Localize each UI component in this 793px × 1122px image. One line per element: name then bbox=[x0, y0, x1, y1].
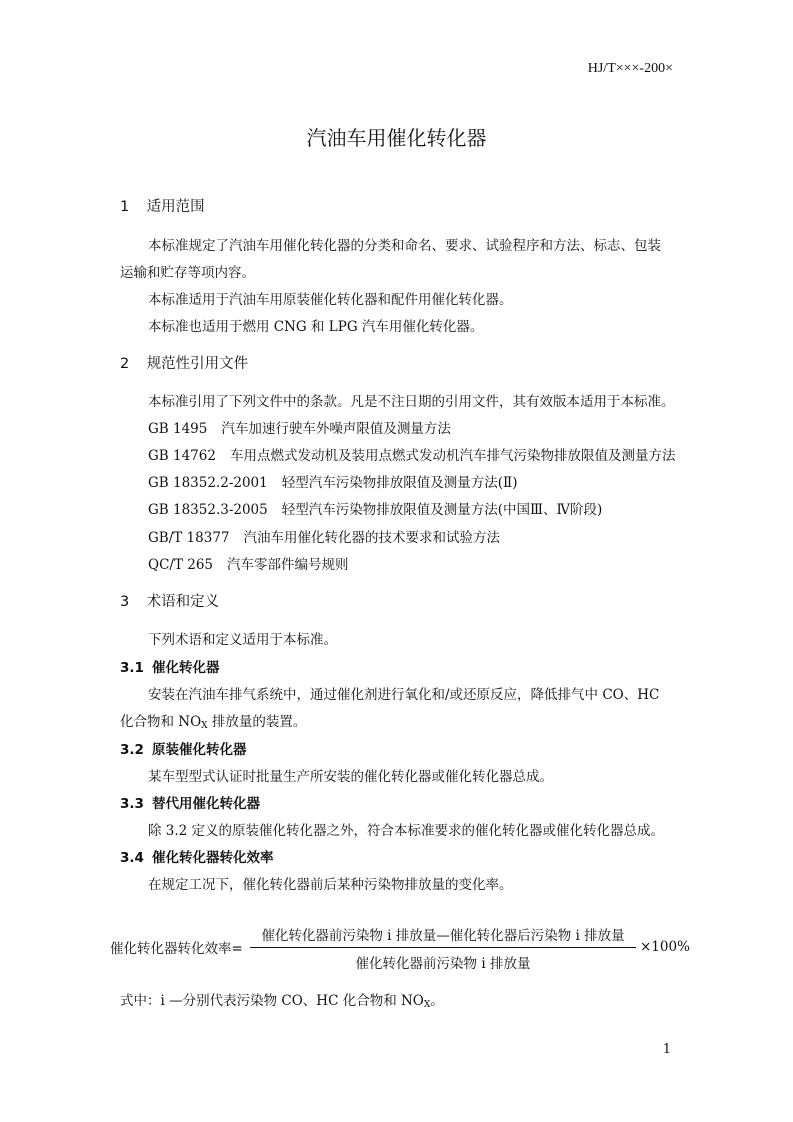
subscript: X bbox=[423, 1000, 431, 1010]
term-number: 3.3 bbox=[120, 796, 144, 812]
section-2-heading bbox=[120, 352, 248, 373]
text-run: 式中：i —分别代表污染物 CO、HC 化合物和 NO bbox=[120, 993, 424, 1009]
formula-factor: ×100% bbox=[640, 939, 690, 955]
paragraph: 除 3.2 定义的原装催化转化器之外，符合本标准要求的催化转化器或催化转化器总成。 bbox=[148, 823, 665, 839]
term-title: 催化转化器 bbox=[152, 660, 220, 676]
reference-code: GB 18352.2-2001 bbox=[148, 475, 268, 491]
paragraph: 本标准规定了汽油车用催化转化器的分类和命名、要求、试验程序和方法、标志、包装 bbox=[148, 238, 661, 254]
paragraph-continuation bbox=[120, 710, 306, 731]
page-number: 1 bbox=[662, 1042, 671, 1057]
reference-code: QC/T 265 bbox=[148, 557, 214, 573]
reference-item bbox=[148, 471, 517, 491]
paragraph: 本标准也适用于燃用 CNG 和 LPG 汽车用催化转化器。 bbox=[148, 319, 484, 335]
term-number: 3.2 bbox=[120, 742, 144, 758]
reference-title: 汽车零部件编号规则 bbox=[227, 557, 349, 573]
text-run: 。 bbox=[430, 993, 444, 1009]
paragraph: 本标准引用了下列文件中的条款。凡是不注日期的引用文件，其有效版本适用于本标准。 bbox=[148, 394, 675, 410]
reference-code: GB 14762 bbox=[148, 448, 216, 464]
section-title: 规范性引用文件 bbox=[146, 356, 249, 372]
reference-item bbox=[148, 498, 602, 518]
fraction-bar bbox=[250, 947, 636, 948]
term-title: 原装催化转化器 bbox=[152, 742, 247, 758]
term-3-2-heading bbox=[120, 738, 247, 758]
term-number: 3.1 bbox=[120, 660, 144, 676]
formula-denominator: 催化转化器前污染物 i 排放量 bbox=[355, 956, 531, 972]
section-number: 2 bbox=[120, 356, 130, 372]
text-run: 排放量的装置。 bbox=[207, 714, 307, 730]
reference-code: GB 18352.3-2005 bbox=[148, 502, 268, 518]
reference-title: 车用点燃式发动机及装用点燃式发动机汽车排气污染物排放限值及测量方法 bbox=[229, 448, 676, 464]
section-3-heading bbox=[120, 590, 219, 611]
reference-title: 轻型汽车污染物排放限值及测量方法(Ⅱ) bbox=[281, 475, 518, 491]
section-1-heading bbox=[120, 195, 205, 216]
term-3-4-heading bbox=[120, 846, 274, 866]
term-number: 3.4 bbox=[120, 850, 144, 866]
document-code: HJ/T×××-200× bbox=[587, 61, 673, 76]
paragraph: 在规定工况下，催化转化器前后某种污染物排放量的变化率。 bbox=[148, 877, 513, 893]
section-title: 术语和定义 bbox=[146, 594, 220, 610]
formula-numerator: 催化转化器前污染物 i 排放量—催化转化器后污染物 i 排放量 bbox=[261, 928, 625, 944]
page-title: 汽油车用催化转化器 bbox=[306, 126, 487, 150]
subscript: X bbox=[201, 721, 208, 731]
formula-label: 催化转化器转化效率= bbox=[110, 941, 243, 957]
paragraph: 本标准适用于汽油车用原装催化转化器和配件用催化转化器。 bbox=[148, 292, 513, 308]
paragraph: 安装在汽油车排气系统中，通过催化剂进行氧化和/或还原反应，降低排气中 CO、HC bbox=[148, 687, 660, 703]
reference-item bbox=[148, 417, 451, 437]
reference-item bbox=[148, 526, 500, 546]
paragraph: 下列术语和定义适用于本标准。 bbox=[148, 632, 337, 648]
paragraph: 某车型型式认证时批量生产所安装的催化转化器或催化转化器总成。 bbox=[148, 769, 553, 785]
section-number: 1 bbox=[120, 199, 130, 215]
term-title: 催化转化器转化效率 bbox=[152, 850, 274, 866]
reference-item bbox=[148, 444, 675, 464]
text-run: 化合物和 NO bbox=[120, 714, 202, 730]
term-3-3-heading bbox=[120, 792, 260, 812]
reference-title: 汽车加速行驶车外噪声限值及测量方法 bbox=[221, 421, 451, 437]
reference-title: 轻型汽车污染物排放限值及测量方法(中国Ⅲ、Ⅳ阶段) bbox=[281, 502, 603, 518]
paragraph-continuation: 运输和贮存等项内容。 bbox=[120, 265, 255, 281]
reference-item bbox=[148, 553, 349, 573]
section-title: 适用范围 bbox=[146, 199, 205, 215]
formula-fraction bbox=[250, 924, 636, 972]
section-number: 3 bbox=[120, 594, 130, 610]
reference-code: GB 1495 bbox=[148, 421, 208, 437]
term-title: 替代用催化转化器 bbox=[152, 796, 260, 812]
term-3-1-heading bbox=[120, 656, 220, 676]
reference-title: 汽油车用催化转化器的技术要求和试验方法 bbox=[243, 530, 500, 546]
formula-where-clause bbox=[120, 989, 444, 1010]
reference-code: GB/T 18377 bbox=[148, 530, 230, 546]
